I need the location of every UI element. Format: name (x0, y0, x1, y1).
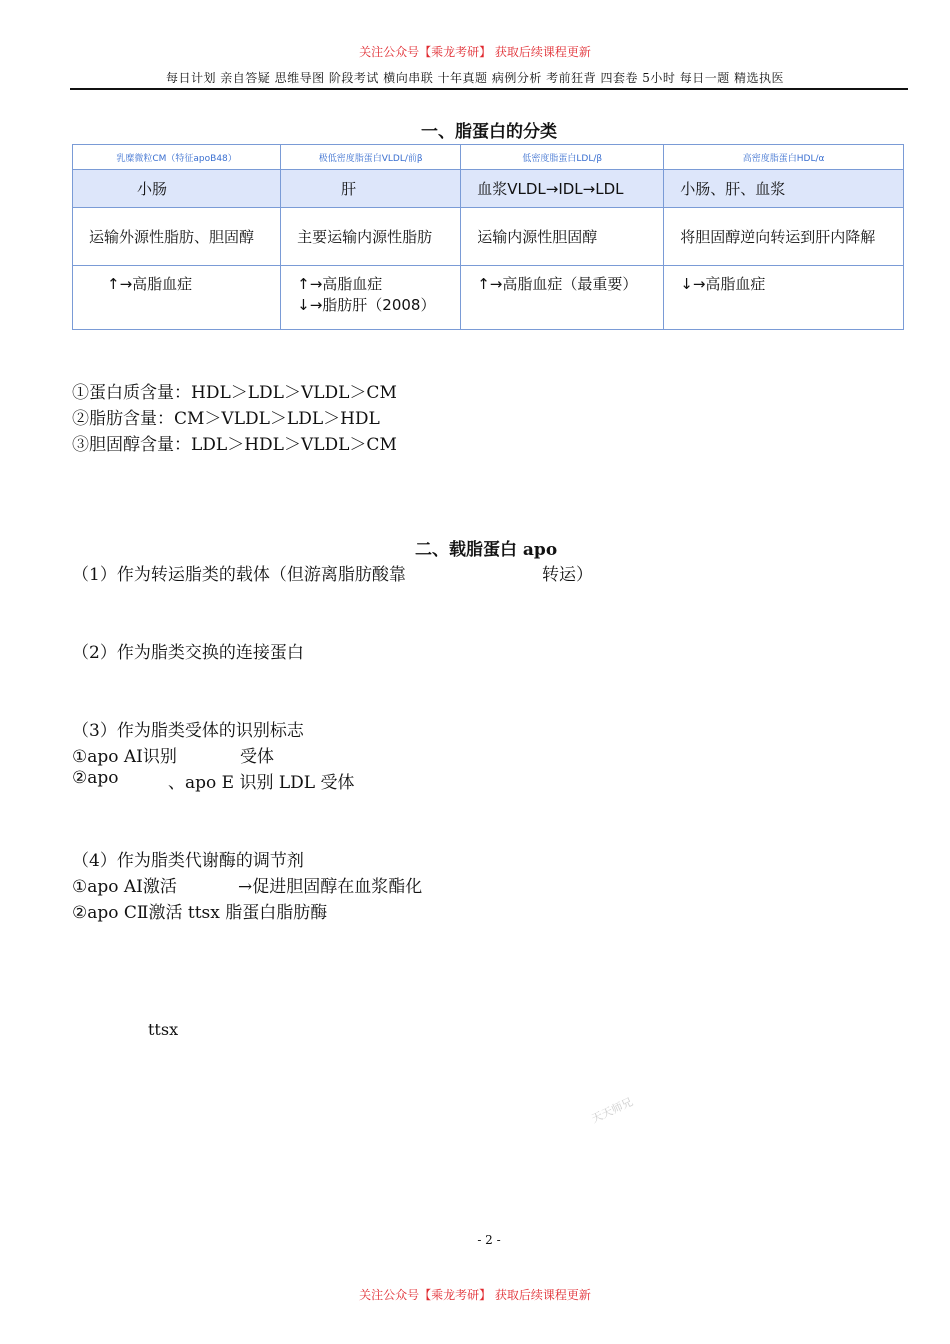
table-cell: 运输内源性胆固醇 (461, 208, 664, 266)
table-cell: 血浆VLDL→IDL→LDL (461, 170, 664, 208)
table-cell: 运输外源性脂肪、胆固醇 (73, 208, 281, 266)
header-rule (70, 88, 908, 90)
text-line: （2）作为脂类交换的连接蛋白 (72, 643, 304, 663)
table-cell: ↑→高脂血症（最重要） (461, 266, 664, 330)
header-nav: 每日计划 亲自答疑 思维导图 阶段考试 横向串联 十年真题 病例分析 考前狂背 四套卷 5小时 每日一题 精选执医 (165, 71, 785, 85)
text-line: 转运） (542, 565, 593, 585)
table-header: 乳糜微粒CM（特征apoB48） (73, 145, 281, 170)
table-cell: 主要运输内源性脂肪 (281, 208, 461, 266)
lipoprotein-table (72, 144, 904, 330)
watermark: 天天师兄 (589, 1095, 635, 1126)
table-cell (281, 266, 461, 330)
section-title-2: 二、载脂蛋白 apo (415, 540, 558, 560)
section-title-1: 一、脂蛋白的分类 (421, 122, 557, 142)
text-line: ②apo CⅡ激活 ttsx 脂蛋白脂肪酶 (72, 903, 328, 923)
text-line: ①apo AⅠ激活 (72, 877, 177, 897)
table-header: 极低密度脂蛋白VLDL/前β (281, 145, 461, 170)
table-cell: 小肠、肝、血浆 (664, 170, 904, 208)
cell-line: ↓→脂肪肝（2008） (297, 296, 436, 314)
text-line: ttsx (148, 1020, 179, 1039)
text-line: （3）作为脂类受体的识别标志 (72, 721, 304, 741)
table-header: 高密度脂蛋白HDL/α (664, 145, 904, 170)
point: ③胆固醇含量：LDL＞HDL＞VLDL＞CM (72, 435, 397, 455)
text-line: 受体 (240, 747, 274, 767)
text-line: （1）作为转运脂类的载体（但游离脂肪酸靠 (72, 565, 406, 585)
table-cell: ↓→高脂血症 (664, 266, 904, 330)
footer-promo: 关注公众号【乘龙考研】 获取后续课程更新 (359, 1288, 591, 1302)
table-cell: 将胆固醇逆向转运到肝内降解 (664, 208, 904, 266)
point: ②脂肪含量：CM＞VLDL＞LDL＞HDL (72, 409, 380, 429)
table-cell: ↑→高脂血症 (73, 266, 281, 330)
text-line: ①apo AⅠ识别 (72, 747, 177, 767)
text-line: （4）作为脂类代谢酶的调节剂 (72, 851, 304, 871)
table-cell: 小肠 (73, 170, 281, 208)
table-header: 低密度脂蛋白LDL/β (461, 145, 664, 170)
page-number: - 2 - (477, 1233, 501, 1247)
cell-line: ↑→高脂血症 (297, 275, 383, 293)
table-cell: 肝 (281, 170, 461, 208)
header-promo: 关注公众号【乘龙考研】 获取后续课程更新 (359, 45, 591, 59)
point: ①蛋白质含量：HDL＞LDL＞VLDL＞CM (72, 383, 397, 403)
text-line: 、apo E 识别 LDL 受体 (168, 773, 355, 793)
text-line: →促进胆固醇在血浆酯化 (238, 877, 423, 897)
text-line: ②apo (72, 768, 119, 788)
